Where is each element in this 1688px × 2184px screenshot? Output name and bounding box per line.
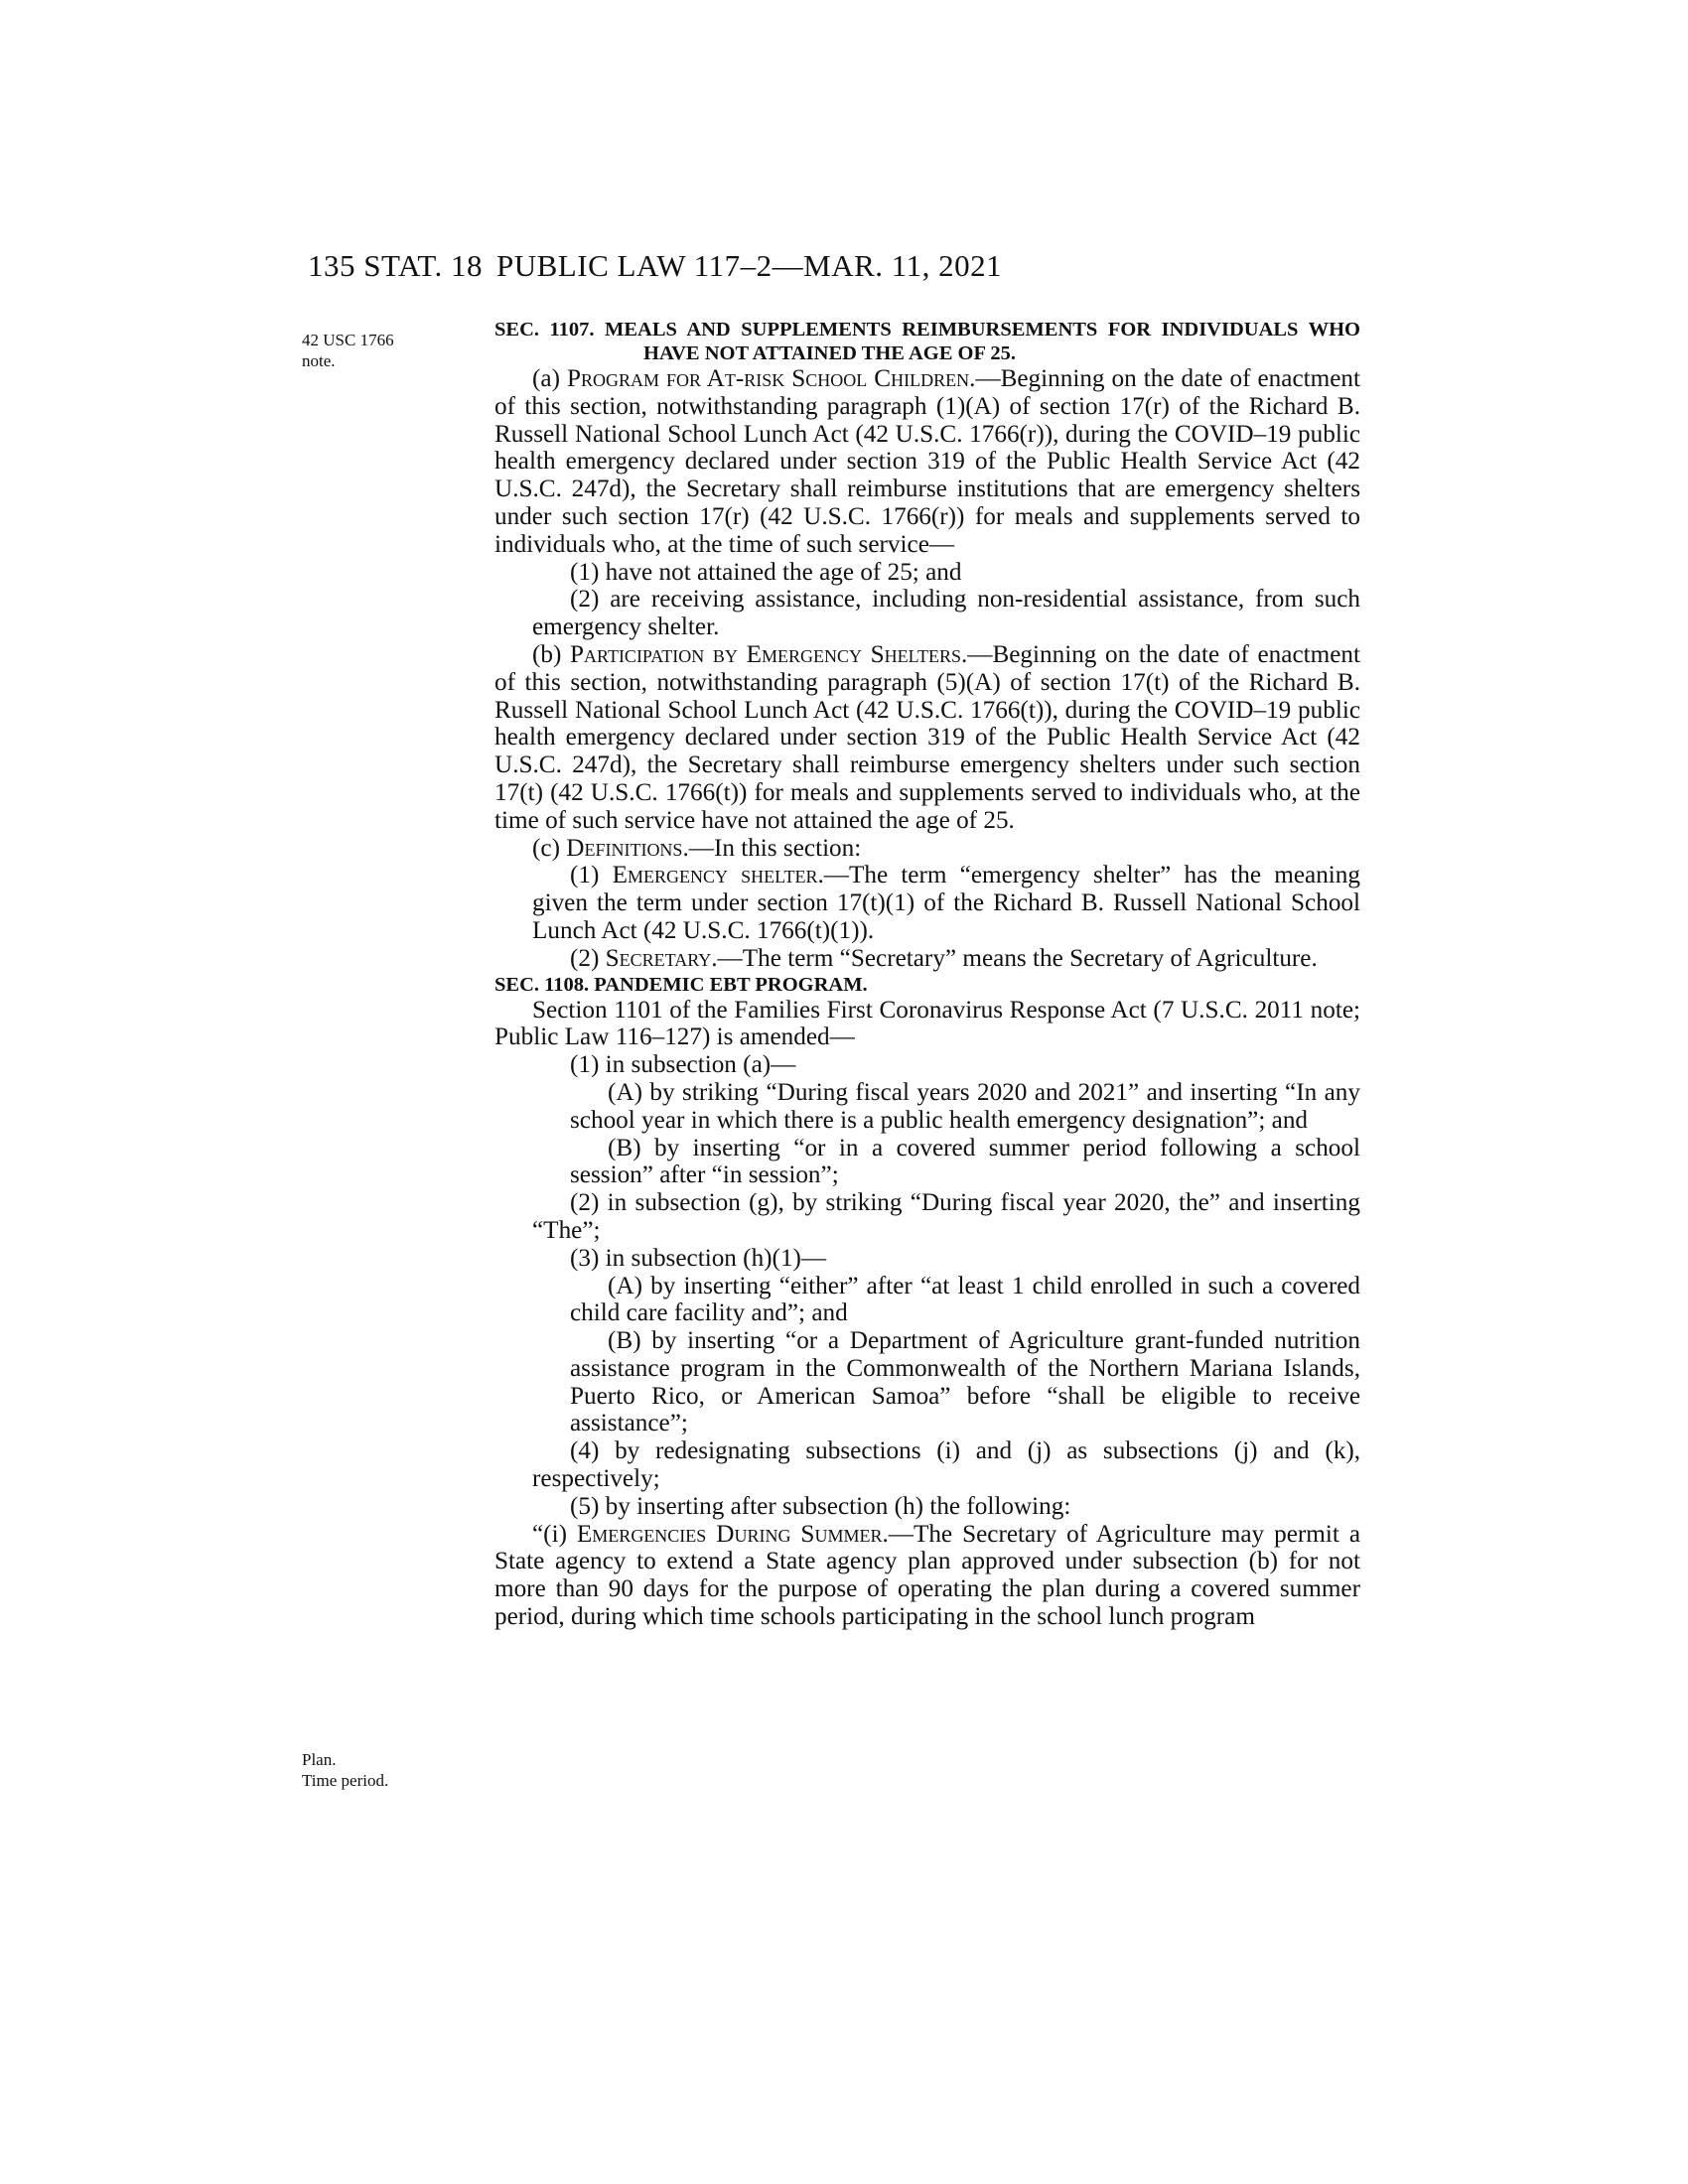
subsection-b-title: Participation by Emergency Shelters <box>570 640 961 668</box>
paragraph-c-1-title: Emergency shelter <box>612 862 818 889</box>
quoted-subsection-i-title: Emergencies During Summer <box>576 1520 883 1548</box>
section-1108-intro: Section 1101 of the Families First Coronavirus Response Act (7 U.S.C. 2011 note; Public Law 116–127) is amended— <box>494 996 1360 1051</box>
subsection-a: (a) Program for At-risk School Children.—Beginning on the date of enactment of this section, notwithstanding paragraph (1)(A) of section 17(r) of the Richard B. Russell National School Lunch Act (42 U.S.C. 1766(r)), during the COVID–19 public health emergency declared under section 319 of the Public Health Service Act (42 U.S.C. 247d), the Secretary shall reimburse institutions that are emergency shelters under such section 17(r) (42 U.S.C. 1766(r)) for meals and supplements served to individuals who, at the time of such service— <box>494 365 1360 558</box>
paragraph-3: (3) in subsection (h)(1)— <box>570 1244 827 1272</box>
margin-note-line: 42 USC 1766 <box>302 331 394 349</box>
subparagraph-3-B: (B) by inserting “or a Department of Agriculture grant-funded nutrition assistance program in the Commonwealth of the Northern Mariana Islands, Puerto Rico, or American Samoa” before “shall be eligible to receive assistance”; <box>570 1327 1360 1437</box>
margin-note-line: note. <box>302 351 336 370</box>
paragraph-a-1: (1) have not attained the age of 25; and <box>570 558 962 586</box>
running-head: PUBLIC LAW 117–2—MAR. 11, 2021 <box>496 248 1003 283</box>
subparagraph-1-B: (B) by inserting “or in a covered summer period following a school session” after “in session”; <box>570 1134 1360 1189</box>
paragraph-c-1: (1) Emergency shelter.—The term “emergency shelter” has the meaning given the term under section 17(t)(1) of the Richard B. Russell National School Lunch Act (42 U.S.C. 1766(t)(1)). <box>532 862 1360 944</box>
quoted-subsection-i: “(i) Emergencies During Summer.—The Secretary of Agriculture may permit a State agency to extend a State agency plan approved under subsection (b) for not more than 90 days for the purpose of operating the plan during a covered summer period, during which time schools participating in the school lunch program <box>494 1520 1360 1631</box>
page-number: 135 STAT. 18 <box>308 248 484 283</box>
paragraph-a-2: (2) are receiving assistance, including non-residential assistance, from such emergency shelter. <box>532 586 1360 641</box>
paragraph-2: (2) in subsection (g), by striking “During fiscal year 2020, the” and inserting “The”; <box>532 1189 1360 1244</box>
subsection-b: (b) Participation by Emergency Shelters.—Beginning on the date of enactment of this section, notwithstanding paragraph (5)(A) of section 17(t) of the Richard B. Russell National School Lunch Act (42 U.S.C. 1766(t)), during the COVID–19 public health emergency declared under section 319 of the Public Health Service Act (42 U.S.C. 247d), the Secretary shall reimburse emergency shelters under such section 17(t) (42 U.S.C. 1766(t)) for meals and supplements served to individuals who, at the time of such service have not attained the age of 25. <box>494 640 1360 834</box>
paragraph-c-2-title: Secretary <box>605 944 712 972</box>
margin-note-line: Time period. <box>302 1771 389 1790</box>
subsection-a-title: Program for At-risk School Children <box>566 365 970 392</box>
paragraph-5: (5) by inserting after subsection (h) the following: <box>570 1492 1071 1520</box>
paragraph-1: (1) in subsection (a)— <box>570 1051 796 1079</box>
margin-note-usc <box>302 330 431 371</box>
page-header <box>308 248 1360 292</box>
subsection-c: (c) Definitions.—In this section: <box>532 834 862 862</box>
body-text <box>494 318 1360 1631</box>
section-1107-heading: SEC. 1107. MEALS AND SUPPLEMENTS REIMBURSEMENTS FOR INDIVIDUALS WHO HAVE NOT ATTAINED THE AGE OF 25. <box>494 319 1360 364</box>
subparagraph-3-A: (A) by inserting “either” after “at least 1 child enrolled in such a covered child care facility and”; and <box>570 1272 1360 1327</box>
paragraph-c-2: (2) Secretary.—The term “Secretary” means the Secretary of Agriculture. <box>570 944 1318 972</box>
subparagraph-1-A: (A) by striking “During fiscal years 2020 and 2021” and inserting “In any school year in which there is a public health emergency designation”; and <box>570 1078 1360 1134</box>
margin-note-line: Plan. <box>302 1750 337 1769</box>
subsection-c-title: Definitions <box>566 834 683 862</box>
margin-note-plan <box>302 1749 431 1791</box>
section-1108-heading: SEC. 1108. PANDEMIC EBT PROGRAM. <box>494 973 868 996</box>
paragraph-4: (4) by redesignating subsections (i) and (j) as subsections (j) and (k), respectively; <box>532 1437 1360 1493</box>
